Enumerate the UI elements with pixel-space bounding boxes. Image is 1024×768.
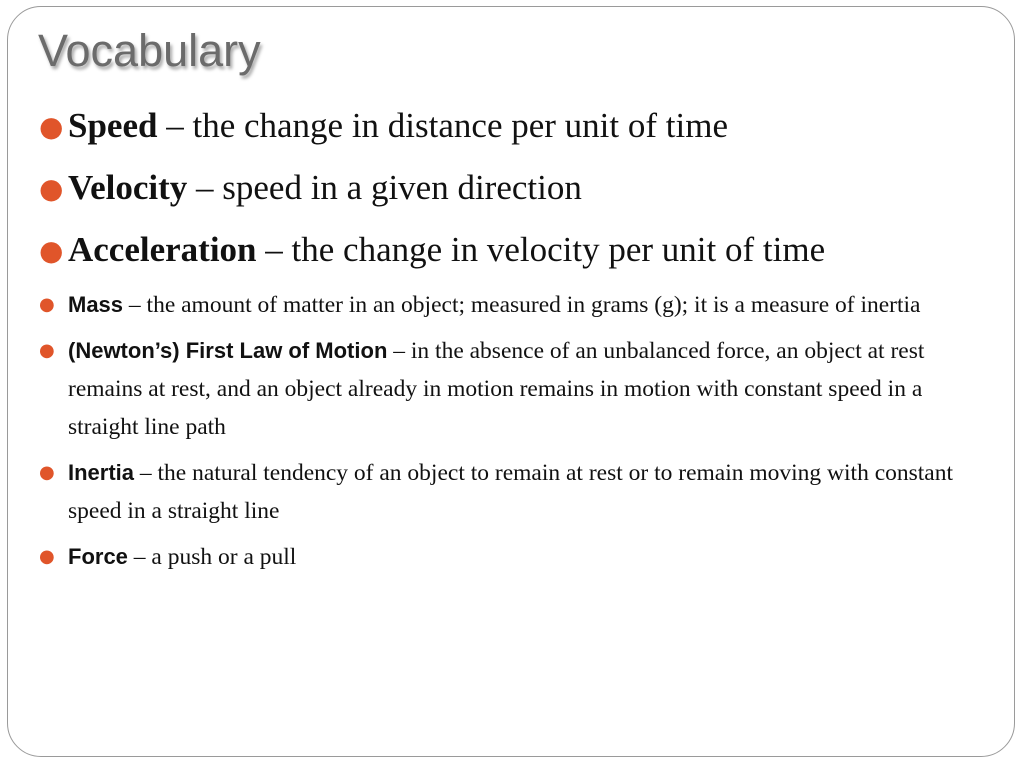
bullet-icon: ● <box>39 294 55 315</box>
bullet-icon: ● <box>39 340 55 361</box>
definition: – in the absence of an unbalanced force, an object at rest remains at rest, and an object already in motion remains in motion with constant speed in a straight line path <box>68 338 925 440</box>
term: Acceleration <box>68 230 257 269</box>
list-item-speed <box>39 103 994 148</box>
term: Force <box>68 544 128 569</box>
term: Mass <box>68 292 124 317</box>
list-item-force <box>39 538 994 576</box>
bullet-icon: ● <box>39 234 64 267</box>
list-item-first-law <box>39 332 994 446</box>
definition: – the amount of matter in an object; measured in grams (g); it is a measure of inertia <box>123 292 921 318</box>
slide <box>7 6 1015 757</box>
definition: – the natural tendency of an object to remain at rest or to remain moving with constant speed in a straight line <box>68 460 954 524</box>
list-item-inertia <box>39 454 994 530</box>
list-item-acceleration <box>39 227 994 272</box>
term: (Newton’s) First Law of Motion <box>68 338 388 363</box>
definition: – a push or a pull <box>127 544 297 570</box>
term: Inertia <box>68 460 135 485</box>
definition: – speed in a given direction <box>187 168 582 207</box>
term: Velocity <box>68 168 188 207</box>
bullet-icon: ● <box>39 110 64 143</box>
slide-title: Vocabulary <box>38 25 261 76</box>
definition: – the change in velocity per unit of time <box>256 230 826 269</box>
bullet-icon: ● <box>39 462 55 483</box>
bullet-icon: ● <box>39 546 55 567</box>
definition: – the change in distance per unit of time <box>157 106 728 145</box>
list-item-mass <box>39 286 994 324</box>
list-item-velocity <box>39 165 994 210</box>
vocabulary-list <box>39 103 994 584</box>
term: Speed <box>68 106 158 145</box>
bullet-icon: ● <box>39 172 64 205</box>
